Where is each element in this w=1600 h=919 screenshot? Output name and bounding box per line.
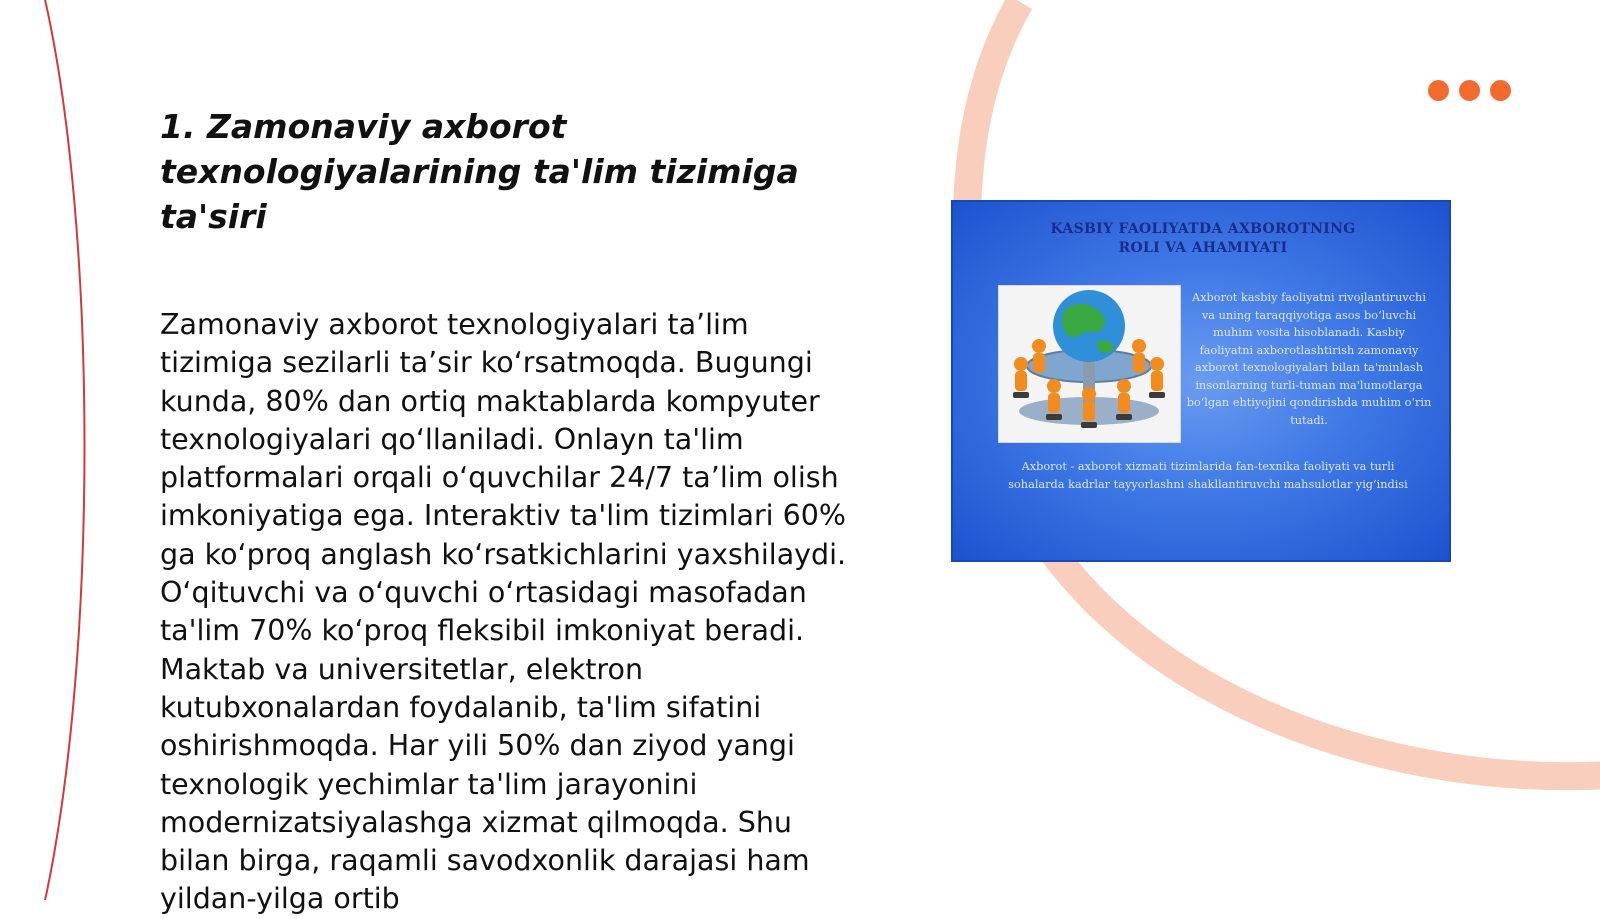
globe-people-illustration (998, 285, 1181, 443)
globe-icon (999, 286, 1180, 442)
image-title: KASBIY FAOLIYATDA AXBOROTNING ROLI VA AHAMIYATI (1050, 221, 1356, 256)
image-paragraph: Axborot kasbiy faoliyatni rivojlantiruvchi va uning taraqqiyotiga asos boʻluvchi muhim vosita hisoblanadi. Kasbiy faoliyatni axborotlashtirish zamonaviy axborot texnologiyalari bilan ta'minlash insonlarning turli-tuman ma'lumotlarga boʻlgan ehtiyojini qondirishda muhim oʻrin tutadi. (1186, 291, 1432, 427)
dot (1428, 80, 1449, 101)
dot (1490, 80, 1511, 101)
dot (1459, 80, 1480, 101)
image-footer-text: Axborot - axborot xizmati tizimlarida fan-texnika faoliyati va turli sohalarda kadrlar tayyorlashni shakllantiruvchi mahsulotlar yigʻindisi (1008, 460, 1408, 491)
info-slide-image (951, 200, 1451, 562)
slide-title: 1. Zamonaviy axborot texnologiyalarining ta'lim tizimiga ta'siri (160, 107, 799, 236)
left-curve-line (44, 0, 85, 900)
slide-body-text: Zamonaviy axborot texnologiyalari taʼlim tizimiga sezilarli taʼsir koʻrsatmoqda. Bugungi kunda, 80% dan ortiq maktablarda kompyuter texnologiyalari qoʻllaniladi. Onlayn ta'lim platformalari orqali oʻquvchilar 24/7 taʼlim olish imkoniyatiga ega. Interaktiv ta'lim tizimlari 60% ga koʻproq anglash koʻrsatkichlarini yaxshilaydi. Oʻqituvchi va oʻquvchi oʻrtasidagi masofadan ta'lim 70% koʻproq fleksibil imkoniyat beradi. Maktab va universitetlar, elektron kutubxonalardan foydalanib, ta'lim sifatini oshirishmoqda. Har yili 50% dan ziyod yangi texnologik yechimlar ta'lim jarayonini modernizatsiyalashga xizmat qilmoqda. Shu bilan birga, raqamli savodxonlik darajasi ham yildan-yilga ortib (160, 308, 847, 916)
more-dots-icon (1428, 80, 1511, 101)
